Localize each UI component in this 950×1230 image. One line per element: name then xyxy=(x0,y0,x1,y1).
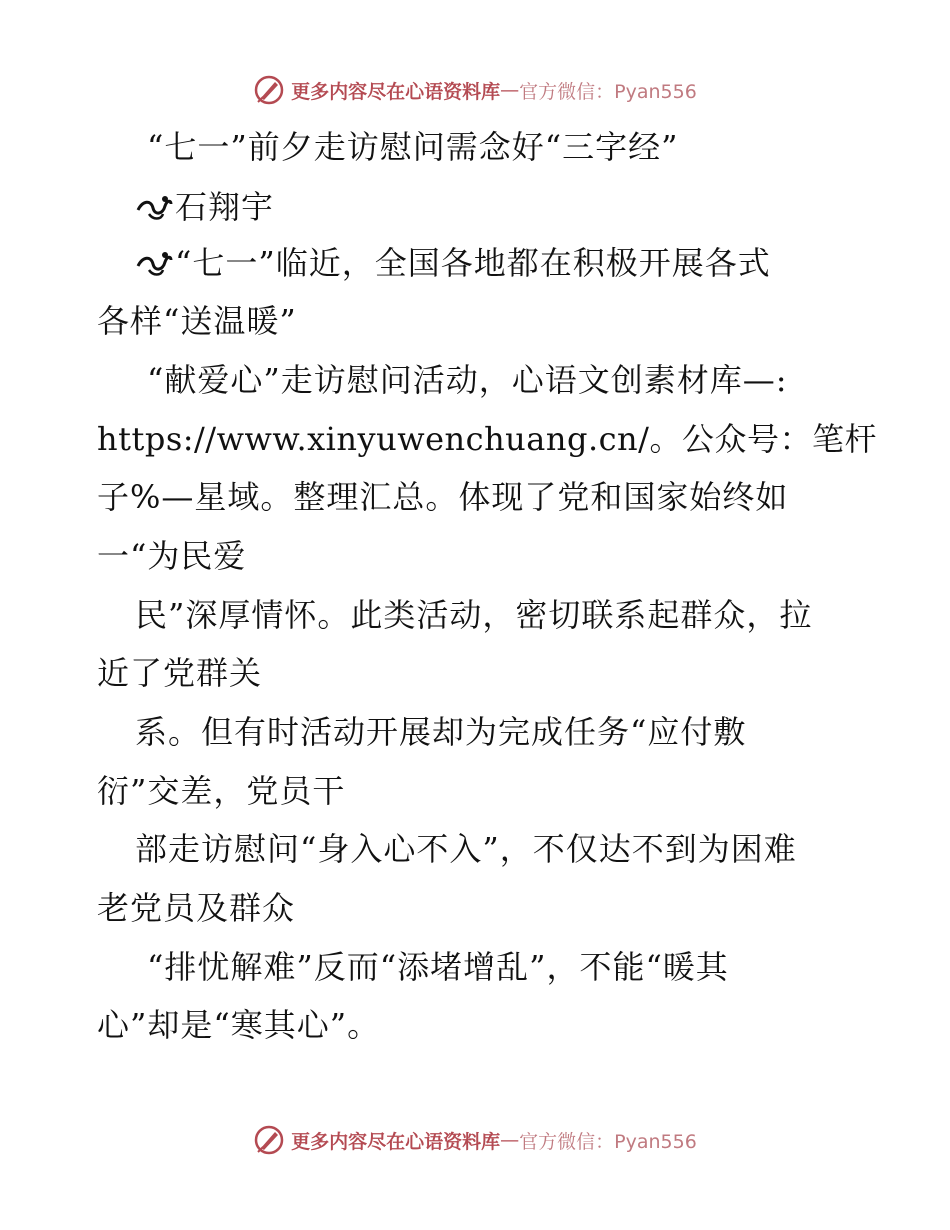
watermark-banner-top xyxy=(0,70,950,110)
watermark-banner-bottom xyxy=(0,1120,950,1160)
ornament-flourish-icon xyxy=(135,192,173,222)
watermark-wechat-text: 官方微信：Pyan556 xyxy=(519,1130,697,1153)
quill-logo-icon xyxy=(253,1124,285,1156)
ornament-flourish-icon xyxy=(135,248,173,278)
watermark-main-text: 更多内容尽在心语资料库 xyxy=(291,80,501,103)
watermark-dash: — xyxy=(500,79,520,101)
body-text: “七一”临近，全国各地都在积极开展各式 xyxy=(175,244,771,282)
watermark-wechat-text: 官方微信：Pyan556 xyxy=(519,80,697,103)
body-line-2: 各样“送温暖” xyxy=(97,302,297,340)
body-line-7: 民”深厚情怀。此类活动，密切联系起群众，拉 xyxy=(135,596,813,634)
body-line-4: https://www.xinyuwenchuang.cn/。公众号：笔杆 xyxy=(97,420,877,458)
quill-logo-icon xyxy=(253,74,285,106)
body-line-1 xyxy=(135,236,950,290)
body-line-13: “排忧解难”反而“添堵增乱”，不能“暖其 xyxy=(147,948,729,986)
body-line-10: 衍”交差，党员干 xyxy=(97,772,346,810)
author-line xyxy=(135,180,950,234)
body-line-14: 心”却是“寒其心”。 xyxy=(97,1006,381,1044)
author-name: 石翔宇 xyxy=(175,188,275,226)
watermark-dash: — xyxy=(500,1129,520,1151)
body-line-9: 系。但有时活动开展却为完成任务“应付敷 xyxy=(135,713,747,751)
body-line-8: 近了党群关 xyxy=(97,654,263,692)
body-line-11: 部走访慰问“身入心不入”，不仅达不到为困难 xyxy=(135,830,797,868)
watermark-main-text: 更多内容尽在心语资料库 xyxy=(291,1130,501,1153)
body-line-6: 一“为民爱 xyxy=(97,537,247,575)
body-line-5: 子%—星域。整理汇总。体现了党和国家始终如 xyxy=(97,478,789,516)
body-line-3: “献爱心”走访慰问活动，心语文创素材库—: xyxy=(147,361,788,399)
document-title: “七一”前夕走访慰问需念好“三字经” xyxy=(147,128,679,166)
body-line-12: 老党员及群众 xyxy=(97,889,296,927)
